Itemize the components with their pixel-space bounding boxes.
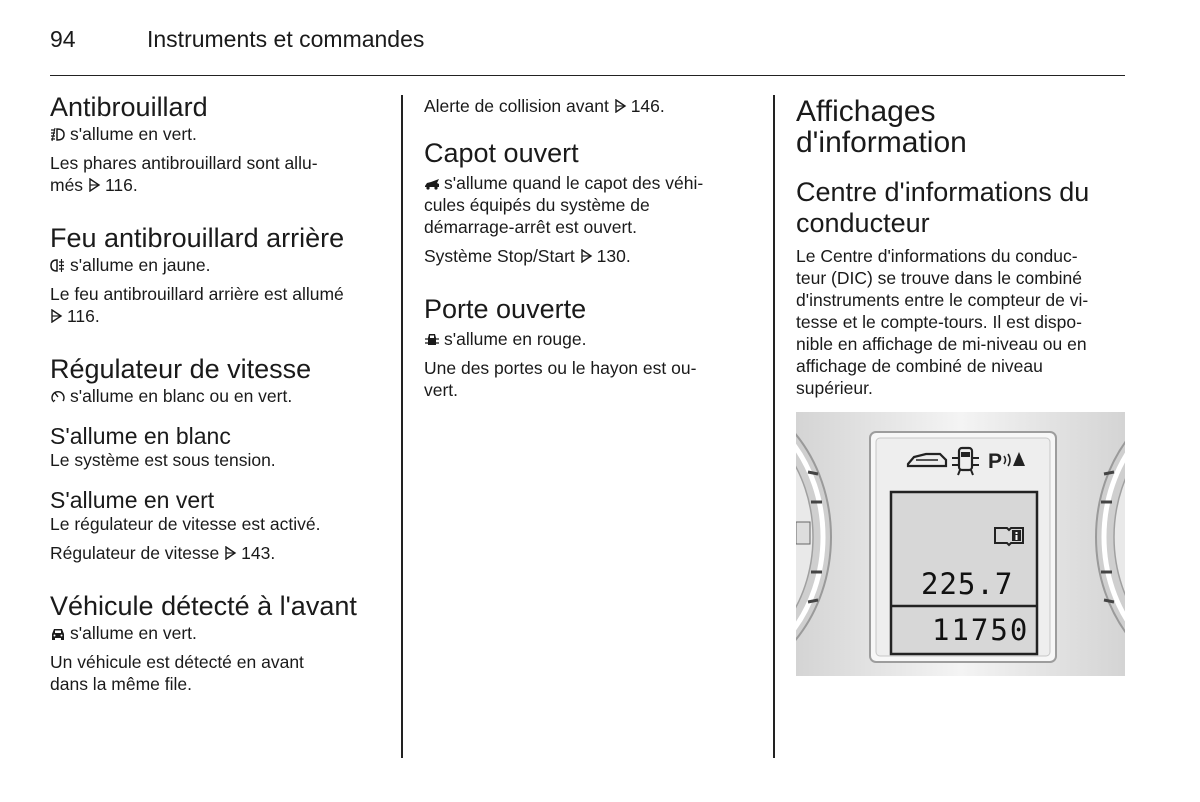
column-middle [424,92,754,401]
body-text [50,152,385,196]
indicator-line [50,123,385,145]
page-reference[interactable]: 130. [596,246,631,266]
section-heading: Régulateur de vitesse [50,354,312,384]
indicator-line [50,385,385,407]
body-text-line: vert. [424,380,459,400]
body-text-line: dans la même file. [50,674,193,694]
chapter-heading-line: d'information [796,126,967,159]
instrument-cluster-photo [796,412,1125,676]
section-heading: Véhicule détecté à l'avant [50,591,357,621]
page-reference-icon [50,309,63,323]
section-heading-line: Centre d'informations du [796,177,1090,207]
body-text [424,194,754,238]
indicator-text: s'allume en vert. [70,623,197,643]
page-reference-icon [88,178,101,192]
parking-assist-letter: P [988,450,1003,473]
section-heading: Antibrouillard [50,92,208,122]
cruise-control-icon [50,389,66,404]
body-text-line: cules équipés du système de [424,195,650,215]
indicator-text: s'allume en blanc ou en vert. [70,386,293,406]
body-text: Le système est sous tension. [50,450,276,470]
page-reference[interactable]: 143. [241,543,276,563]
section-heading-line: conducteur [796,208,930,238]
body-text [796,245,1126,399]
body-text: Le régulateur de vitesse est activé. [50,514,321,534]
section-heading: Porte ouverte [424,294,587,324]
column-right [796,92,1126,399]
hood-open-icon [424,176,440,191]
vehicle-ahead-icon [50,626,66,641]
subsection-heading: S'allume en blanc [50,423,231,449]
indicator-line [50,622,385,644]
cross-reference [424,95,754,117]
indicator-text: s'allume en rouge. [444,329,587,349]
column-left [50,92,385,695]
page-reference-icon [614,99,627,113]
page-number: 94 [50,26,76,52]
body-text-line: affichage de combiné de niveau [796,356,1043,376]
body-text-line: Les phares antibrouillard sont allu- [50,153,318,173]
body-text-line: més [50,175,84,195]
body-text-line: Un véhicule est détecté en avant [50,652,304,672]
body-text-line: supérieur. [796,378,873,398]
indicator-text: s'allume en vert. [70,124,197,144]
indicator-line [424,172,754,194]
body-text-line: Le feu antibrouillard arrière est allumé [50,284,344,304]
body-text-line: teur (DIC) se trouve dans le combiné [796,268,1082,288]
body-text-line: Une des portes ou le hayon est ou- [424,358,697,378]
section-regulateur-de-vitesse [50,354,385,564]
body-text [50,283,385,327]
section-antibrouillard [50,92,385,196]
trip-odometer-value: 225.7 [921,567,1014,601]
page-reference[interactable]: 116. [104,175,138,195]
section-heading [796,177,1126,239]
page-header [50,26,1125,76]
chapter-heading [796,96,1126,158]
front-fog-light-icon [50,127,66,142]
section-porte-ouverte [424,294,754,401]
body-text [50,651,385,695]
running-title: Instruments et commandes [147,26,425,52]
body-text-line: Le Centre d'informations du conduc- [796,246,1078,266]
reference-text: Système Stop/Start [424,246,575,266]
section-heading: Feu antibrouillard arrière [50,223,345,253]
subsection-heading: S'allume en vert [50,487,215,513]
body-text-line: nible en affichage de mi-niveau ou en [796,334,1087,354]
page-reference-icon [580,249,593,263]
odometer-value: 11750 [932,613,1030,647]
reference-text: Régulateur de vitesse [50,543,220,563]
reference-text: Alerte de collision avant [424,96,609,116]
page-reference[interactable]: 146. [630,96,665,116]
body-text-line: d'instruments entre le compteur de vi- [796,290,1089,310]
driver-information-display [870,432,1056,662]
chapter-heading-line: Affichages [796,95,936,128]
indicator-line [424,328,754,350]
section-feu-antibrouillard-arriere [50,223,385,327]
section-vehicule-detecte [50,591,385,695]
cross-reference [50,542,385,564]
column-divider [773,95,775,758]
column-divider [401,95,403,758]
door-open-icon [424,332,440,347]
section-capot-ouvert [424,138,754,267]
indicator-text: s'allume quand le capot des véhi- [444,173,704,193]
cross-reference [424,245,754,267]
body-text-line: tesse et le compte-tours. Il est dispo- [796,312,1082,332]
body-text [424,357,754,401]
rear-fog-light-icon [50,258,66,273]
indicator-text: s'allume en jaune. [70,255,211,275]
page-reference[interactable]: 116. [67,306,100,326]
page-reference-icon [224,546,237,560]
body-text-line: démarrage-arrêt est ouvert. [424,217,638,237]
section-heading: Capot ouvert [424,138,579,168]
indicator-line [50,254,385,276]
